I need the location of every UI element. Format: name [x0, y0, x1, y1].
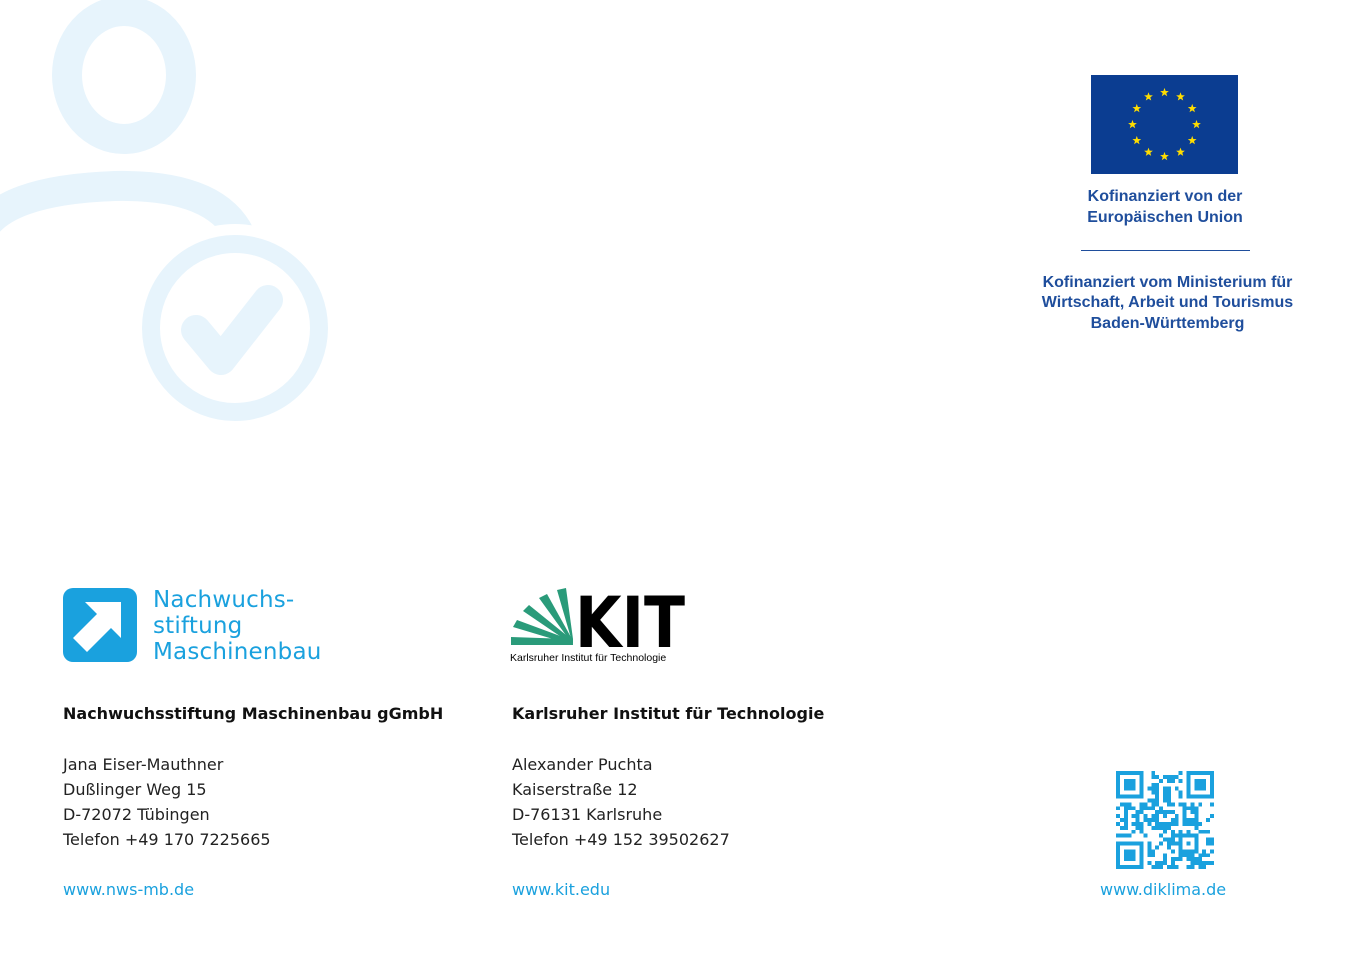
project-website-link[interactable]: www.diklima.de [1100, 880, 1227, 899]
contact-name: Alexander Puchta [512, 755, 653, 774]
nws-logo-text-2: stiftung [153, 613, 243, 639]
kit-letters: KIT [575, 587, 686, 652]
ministry-line1: Kofinanziert vom Ministerium für [1042, 274, 1293, 291]
contact-name: Jana Eiser-Mauthner [63, 755, 224, 774]
contact-city: D-72072 Tübingen [63, 805, 210, 824]
organization-name: Nachwuchsstiftung Maschinenbau gGmbH [63, 704, 444, 723]
website-link[interactable]: www.nws-mb.de [63, 880, 195, 899]
contact-city: D-76131 Karlsruhe [512, 805, 663, 824]
eu-cofinanced-line2: Europäischen Union [1087, 209, 1243, 226]
nws-logo-text-3: Maschinenbau [153, 639, 322, 665]
contact-street: Kaiserstraße 12 [512, 780, 638, 799]
ministry-line3: Baden-Württemberg [1090, 315, 1245, 332]
organization-name: Karlsruher Institut für Technologie [512, 704, 825, 723]
nws-arrow-logo-icon [63, 588, 137, 662]
contact-address [512, 752, 730, 852]
eu-cofinanced-line1: Kofinanziert von der [1087, 188, 1243, 205]
contact-address [63, 752, 271, 852]
website-link[interactable]: www.kit.edu [512, 880, 611, 899]
contact-street: Dußlinger Weg 15 [63, 780, 207, 799]
contact-phone: Telefon +49 152 39502627 [512, 830, 730, 849]
ministry-line2: Wirtschaft, Arbeit und Tourismus [1041, 294, 1294, 311]
nws-logo-text-1: Nachwuchs- [153, 587, 295, 613]
qr-code-icon[interactable] [1116, 771, 1214, 869]
eu-flag-icon [1091, 75, 1238, 174]
divider [1081, 250, 1250, 251]
kit-logo-icon [511, 587, 686, 652]
kit-logo-subtitle: Karlsruher Institut für Technologie [510, 652, 667, 664]
user-check-icon [0, 0, 340, 430]
contact-phone: Telefon +49 170 7225665 [63, 830, 271, 849]
